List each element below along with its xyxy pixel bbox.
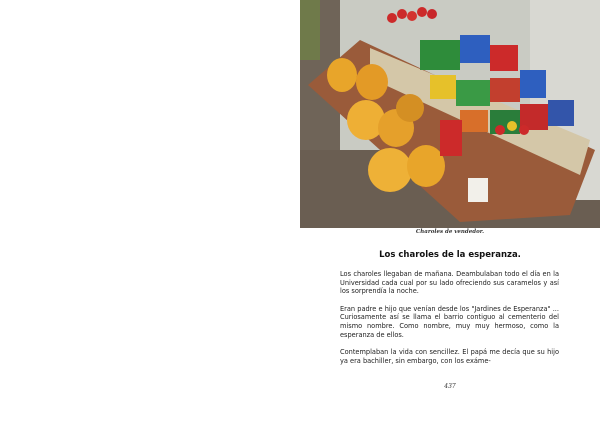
photo-caption: Charoles de vendedor.	[415, 229, 485, 235]
article-title: Los charoles de la esperanza.	[379, 250, 521, 260]
chips-bag	[368, 148, 412, 192]
candy-pack	[460, 110, 488, 132]
lollipop	[387, 13, 397, 23]
candy-box	[440, 120, 462, 156]
paragraph: Eran padre e hijo que venían desde los "Jardines de Esperanza" ... Curiosamente así se llama el barrio contiguo al cementerio del mismo nombre. Como nombre, muy muy hermoso, como la esperanza de ellos.	[340, 304, 559, 339]
paragraph: Contemplaban la vida con sencillez. El papá me decía que su hijo ya era bachiller, sin embargo, con los exáme-	[340, 348, 559, 365]
candy-pack	[520, 70, 546, 98]
gum-box	[468, 178, 488, 202]
candy-pack	[490, 78, 520, 102]
lollipop	[495, 125, 505, 135]
grass-patch	[300, 0, 320, 60]
lollipop	[427, 9, 437, 19]
chips-bag	[396, 94, 424, 122]
paragraph: Los charoles llegaban de mañana. Deambulaban todo el día en la Universidad cada cual por su lado ofreciendo sus caramelos y así los sorprendía la noche.	[340, 270, 559, 296]
vendor-tray-photo	[300, 0, 600, 228]
lollipop	[519, 125, 529, 135]
page-number: 437	[444, 383, 456, 390]
lollipop	[417, 7, 427, 17]
candy-pack	[460, 35, 490, 63]
candy-pack	[548, 100, 574, 126]
chips-bag	[356, 64, 388, 100]
candy-pack	[420, 40, 460, 70]
candy-pack	[490, 45, 518, 71]
candy-pack	[456, 80, 490, 106]
lollipop	[407, 11, 417, 21]
chips-bag	[407, 145, 445, 187]
lollipop	[507, 121, 517, 131]
candy-pack	[490, 110, 520, 134]
book-page	[300, 0, 600, 425]
chips-bag	[327, 58, 357, 92]
article-body	[340, 270, 559, 374]
candy-pack	[430, 75, 456, 99]
lollipop	[397, 9, 407, 19]
